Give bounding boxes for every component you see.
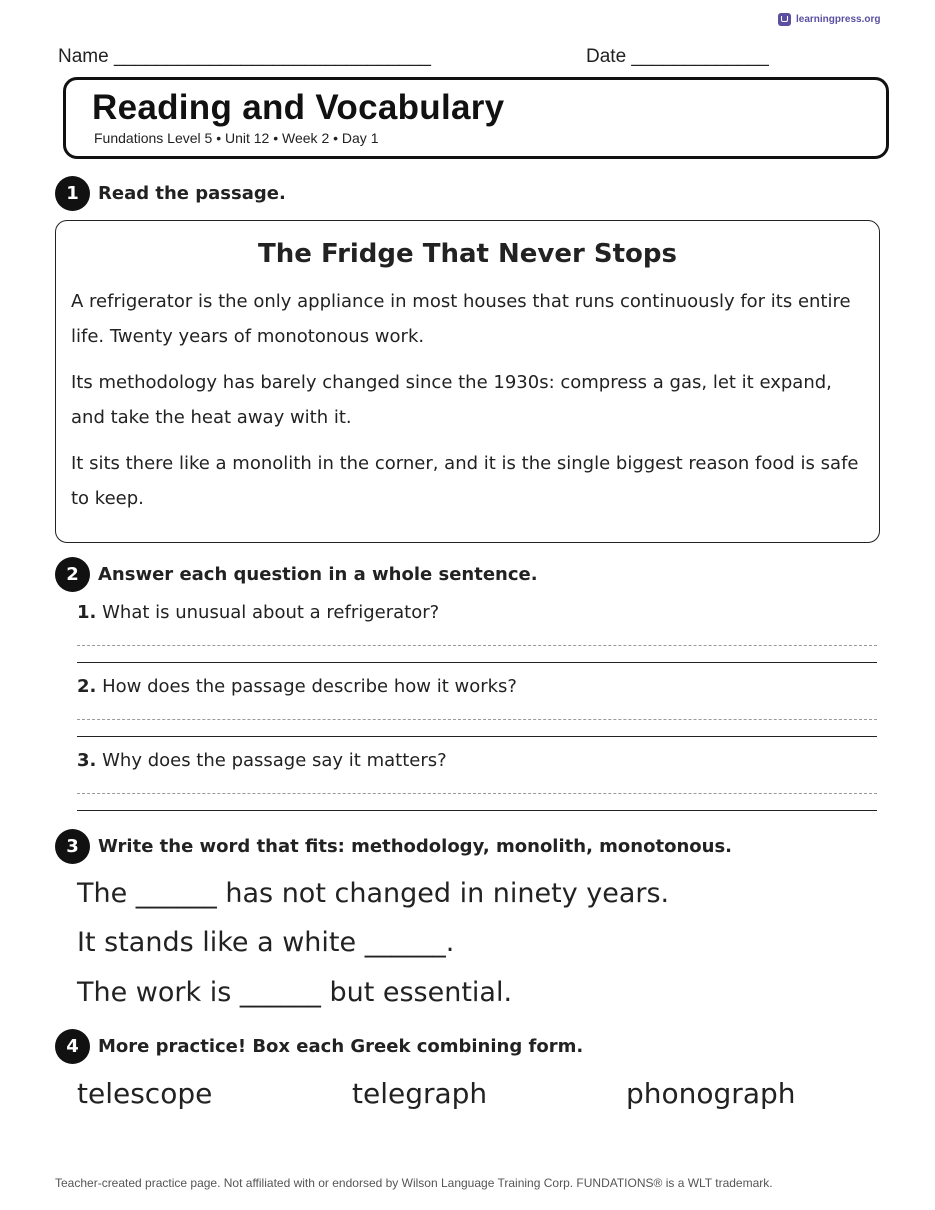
answer-guide-line bbox=[77, 719, 877, 720]
section-1-heading bbox=[55, 176, 286, 211]
practice-word[interactable]: telescope bbox=[77, 1077, 213, 1110]
passage-paragraph: Its methodology has barely changed since the 1930s: compress a gas, let it expand, and take the heat away with it. bbox=[71, 372, 832, 428]
answer-line-3[interactable] bbox=[77, 810, 877, 811]
footer-disclaimer: Teacher-created practice page. Not affiliated with or endorsed by Wilson Language Training Corp. FUNDATIONS® is a WLT trademark. bbox=[55, 1176, 773, 1190]
section-number: 3 bbox=[55, 829, 90, 864]
section-instruction: More practice! Box each Greek combining form. bbox=[98, 1036, 584, 1057]
page-subtitle: Fundations Level 5 • Unit 12 • Week 2 • Day 1 bbox=[94, 130, 379, 146]
page-title: Reading and Vocabulary bbox=[92, 88, 505, 127]
section-2-heading bbox=[55, 557, 538, 592]
answer-line-1[interactable] bbox=[77, 662, 877, 663]
practice-word[interactable]: phonograph bbox=[626, 1077, 796, 1110]
answer-guide-line bbox=[77, 793, 877, 794]
section-number: 1 bbox=[55, 176, 90, 211]
section-3-heading bbox=[55, 829, 732, 864]
question-3 bbox=[77, 750, 447, 771]
fill-in-sentence[interactable]: The work is ______ but essential. bbox=[77, 977, 513, 1008]
question-1 bbox=[77, 602, 439, 623]
passage-paragraph: It sits there like a monolith in the corner, and it is the single biggest reason food is safe to keep. bbox=[71, 453, 859, 509]
question-2 bbox=[77, 676, 517, 697]
date-line: Date _____________ bbox=[586, 46, 769, 67]
answer-guide-line bbox=[77, 645, 877, 646]
fill-in-sentence[interactable]: It stands like a white ______. bbox=[77, 927, 455, 958]
brand-link[interactable] bbox=[778, 13, 880, 26]
section-instruction: Write the word that fits: methodology, monolith, monotonous. bbox=[98, 836, 732, 857]
question-text: What is unusual about a refrigerator? bbox=[102, 602, 440, 623]
question-text: Why does the passage say it matters? bbox=[102, 750, 447, 771]
question-number: 1. bbox=[77, 602, 97, 623]
passage-paragraph: A refrigerator is the only appliance in most houses that runs continuously for its entire life. Twenty years of monotonous work. bbox=[71, 291, 851, 347]
section-number: 4 bbox=[55, 1029, 90, 1064]
passage-box bbox=[55, 220, 880, 543]
section-instruction: Answer each question in a whole sentence. bbox=[98, 564, 538, 585]
name-line: Name ______________________________ bbox=[58, 46, 431, 67]
answer-line-2[interactable] bbox=[77, 736, 877, 737]
header-box bbox=[63, 77, 889, 159]
brand-label: learningpress.org bbox=[796, 14, 881, 25]
question-text: How does the passage describe how it works? bbox=[102, 676, 517, 697]
section-instruction: Read the passage. bbox=[98, 183, 286, 204]
fill-in-sentence[interactable]: The ______ has not changed in ninety years. bbox=[77, 878, 670, 909]
practice-word[interactable]: telegraph bbox=[352, 1077, 488, 1110]
section-number: 2 bbox=[55, 557, 90, 592]
passage-title: The Fridge That Never Stops bbox=[258, 239, 677, 269]
question-number: 2. bbox=[77, 676, 97, 697]
question-number: 3. bbox=[77, 750, 97, 771]
book-icon bbox=[778, 13, 791, 26]
section-4-heading bbox=[55, 1029, 583, 1064]
